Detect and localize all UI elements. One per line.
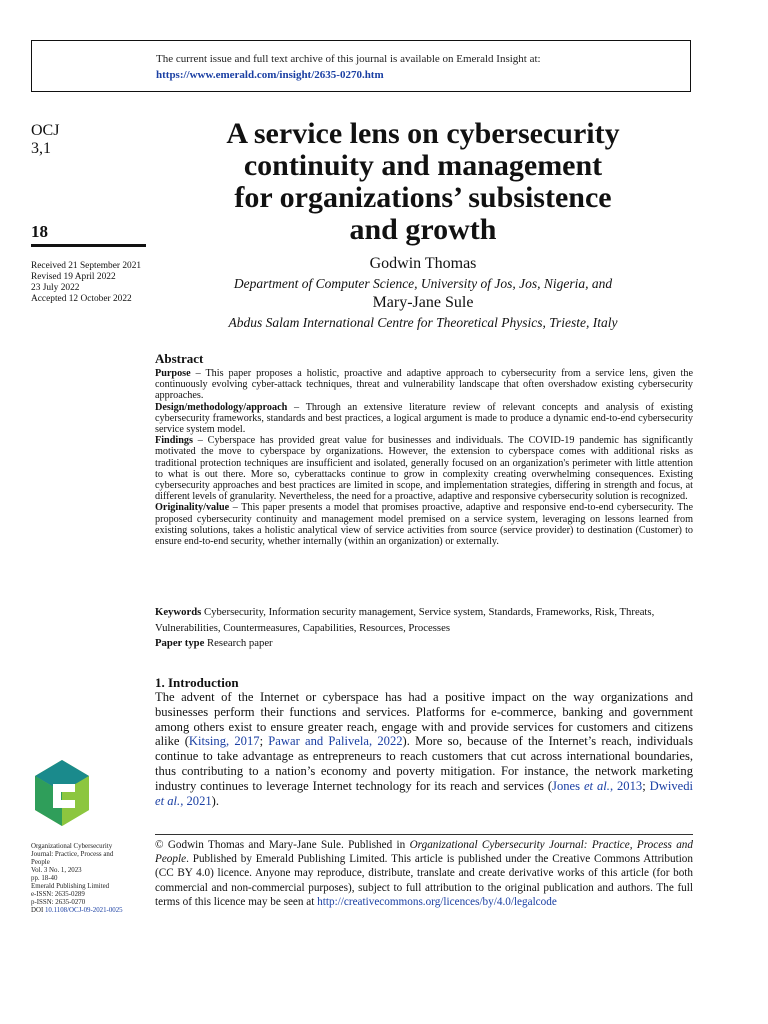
date-received: Received 21 September 2021 bbox=[31, 261, 142, 271]
paper-type-text: Research paper bbox=[204, 637, 273, 649]
meta-line: e-ISSN: 2635-0289 bbox=[31, 891, 85, 898]
intro-text: ; bbox=[642, 778, 650, 793]
meta-line: Vol. 3 No. 1, 2023 bbox=[31, 867, 82, 874]
date-accepted: Accepted 12 October 2022 bbox=[31, 294, 132, 304]
banner-text: The current issue and full text archive of this journal is available on Emerald Insight at: bbox=[156, 53, 541, 65]
abstract-body bbox=[155, 368, 693, 547]
findings-label: Findings bbox=[155, 435, 193, 447]
meta-line: Journal: Practice, Process and bbox=[31, 851, 114, 858]
intro-text: ; bbox=[259, 734, 269, 749]
meta-line: Organizational Cybersecurity bbox=[31, 843, 113, 850]
design-text: – Through an extensive literature review of relevant concepts and analysis of existing cybersecurity frameworks, standards and best practices, a logical argument is made to produce a dynamic end-to-end cybersecurity service system model. bbox=[155, 401, 693, 436]
emerald-logo-icon bbox=[31, 758, 93, 830]
paper-type bbox=[155, 636, 693, 652]
citation-author: Dwivedi bbox=[649, 778, 694, 793]
abstract-heading: Abstract bbox=[155, 351, 204, 366]
sidebar-divider bbox=[31, 244, 146, 247]
intro-text: ). More so, because of the Internet’s reach, individuals continue to take advantage as entrepreneurs to reach customers that cut across international boundaries, thus contributing to a nation’s economy and poverty mitigation. For instance, the network marketing industry continues to leverage Internet technology for its reach and services ( bbox=[155, 734, 693, 793]
citation-year: , 2013 bbox=[609, 778, 643, 793]
intro-text: The advent of the Internet or cyberspace has had a positive impact on the way organizations and businesses perform their functions and services. Platforms for e-commerce, banking and government among others exist to ensure greater reach, engage with and provide services for customers and citizens alike ( bbox=[155, 690, 693, 749]
journal-url-link[interactable]: https://www.emerald.com/insight/2635-0270.htm bbox=[156, 69, 384, 81]
meta-line: p-ISSN: 2635-0270 bbox=[31, 899, 86, 906]
citation-link[interactable]: Kitsing, 2017 bbox=[188, 734, 260, 749]
title-line: continuity and management bbox=[243, 149, 603, 182]
keywords bbox=[155, 605, 693, 636]
date-revised-2: 23 July 2022 bbox=[31, 283, 80, 293]
paper-title bbox=[155, 118, 691, 246]
author-affiliation: Abdus Salam International Centre for Theoretical Physics, Trieste, Italy bbox=[228, 315, 618, 330]
publication-metadata bbox=[31, 843, 146, 915]
footnote-divider bbox=[155, 834, 693, 835]
doi-label: DOI bbox=[31, 907, 44, 914]
abstract-purpose bbox=[155, 368, 693, 402]
originality-text: – This paper presents a model that promises proactive, adaptive and responsive end-to-end cybersecurity. The proposed cybersecurity continuity and management model premised on a service system, leveraging on lessons learned from existing solutions, takes a holistic analytical view of service activities from source (service provider) to destination (Customer) to ensure end-to-end security, whether internally (within an organization) or externally. bbox=[155, 502, 693, 548]
citation-link[interactable] bbox=[552, 779, 642, 793]
author-affiliation: Department of Computer Science, University of Jos, Jos, Nigeria, and bbox=[233, 276, 613, 291]
abstract-originality bbox=[155, 502, 693, 547]
paper-type-label: Paper type bbox=[155, 637, 205, 649]
keywords-label: Keywords bbox=[155, 606, 202, 618]
abstract-design bbox=[155, 402, 693, 436]
journal-banner bbox=[31, 40, 691, 92]
title-line: A service lens on cybersecurity bbox=[226, 117, 620, 150]
citation-link[interactable]: Pawar and Palivela, 2022 bbox=[268, 734, 403, 749]
meta-line: pp. 18-40 bbox=[31, 875, 58, 882]
citation-year: , 2021 bbox=[180, 793, 212, 808]
citation-author: Jones bbox=[552, 778, 584, 793]
date-revised: Revised 19 April 2022 bbox=[31, 272, 116, 282]
originality-label: Originality/value bbox=[155, 502, 230, 514]
section-heading-introduction: 1. Introduction bbox=[155, 675, 239, 690]
purpose-label: Purpose bbox=[155, 368, 191, 379]
license-text: © Godwin Thomas and Mary-Jane Sule. Published in bbox=[155, 839, 410, 851]
findings-text: – Cyberspace has provided great value for businesses and individuals. The COVID-19 pandemic has significantly motivated the move to cyberspace by organizations. However, the extension to cyberspace comes with additional risks as traditional protection techniques are insufficient and isolated, generally focused on an organization's perimeter with little attention to what is out there. More so, cyberattacks continue to grow in complexity creating overwhelming consequences. Existing cybersecurity approaches and best practices are limited in scope, and implementation strategies, differing in strength and focus, at different levels of granularity. Nevertheless, the need for a proactive, adaptive and responsive cybersecurity solution is recognized. bbox=[155, 435, 693, 503]
doi-line bbox=[31, 907, 146, 915]
meta-line: People bbox=[31, 859, 50, 866]
keywords-block bbox=[155, 605, 693, 652]
journal-abbreviation bbox=[31, 122, 146, 158]
author-name: Mary-Jane Sule bbox=[372, 294, 474, 311]
license-url-link[interactable]: http://creativecommons.org/licences/by/4.0/legalcode bbox=[317, 895, 557, 908]
journal-abbr: OCJ bbox=[31, 122, 60, 139]
citation-etal: et al. bbox=[583, 778, 610, 793]
doi-link[interactable]: 10.1108/OCJ-09-2021-0025 bbox=[44, 907, 123, 914]
keywords-text: Cybersecurity, Information security management, Service system, Standards, Frameworks, Risk, Threats, Vulnerabilities, Countermeasures, Capabilities, Resources, Processes bbox=[155, 606, 655, 634]
journal-volume: 3,1 bbox=[31, 140, 51, 157]
abstract-findings bbox=[155, 435, 693, 502]
meta-line: Emerald Publishing Limited bbox=[31, 883, 110, 890]
license-text: . Published by Emerald Publishing Limited. This article is published under the Creative Commons Attribution (CC BY 4.0) licence. Anyone may reproduce, distribute, translate and create derivative works of this article (for both commercial and non-commercial purposes), subject to full attribution to the original publication and authors. The full terms of this licence may be seen at bbox=[155, 853, 693, 908]
intro-text: ). bbox=[211, 793, 220, 808]
introduction-paragraph bbox=[155, 690, 693, 808]
purpose-text: – This paper proposes a holistic, proactive and adaptive approach to cybersecurity from a service lens, given the continuously evolving cyber-attack techniques, threat and vulnerability landscape that often overshadow existing cybersecurity approaches. bbox=[155, 368, 693, 402]
citation-etal: et al. bbox=[155, 793, 181, 808]
author-name: Godwin Thomas bbox=[369, 255, 477, 272]
title-line: and growth bbox=[349, 213, 497, 246]
received-dates bbox=[31, 261, 146, 305]
license-journal: Organizational Cybersecurity Journal: Practice, Process and People bbox=[155, 839, 693, 866]
page-number: 18 bbox=[31, 222, 48, 241]
design-label: Design/methodology/approach bbox=[155, 401, 288, 413]
license-footnote bbox=[155, 838, 693, 909]
title-line: for organizations’ subsistence bbox=[234, 181, 612, 214]
